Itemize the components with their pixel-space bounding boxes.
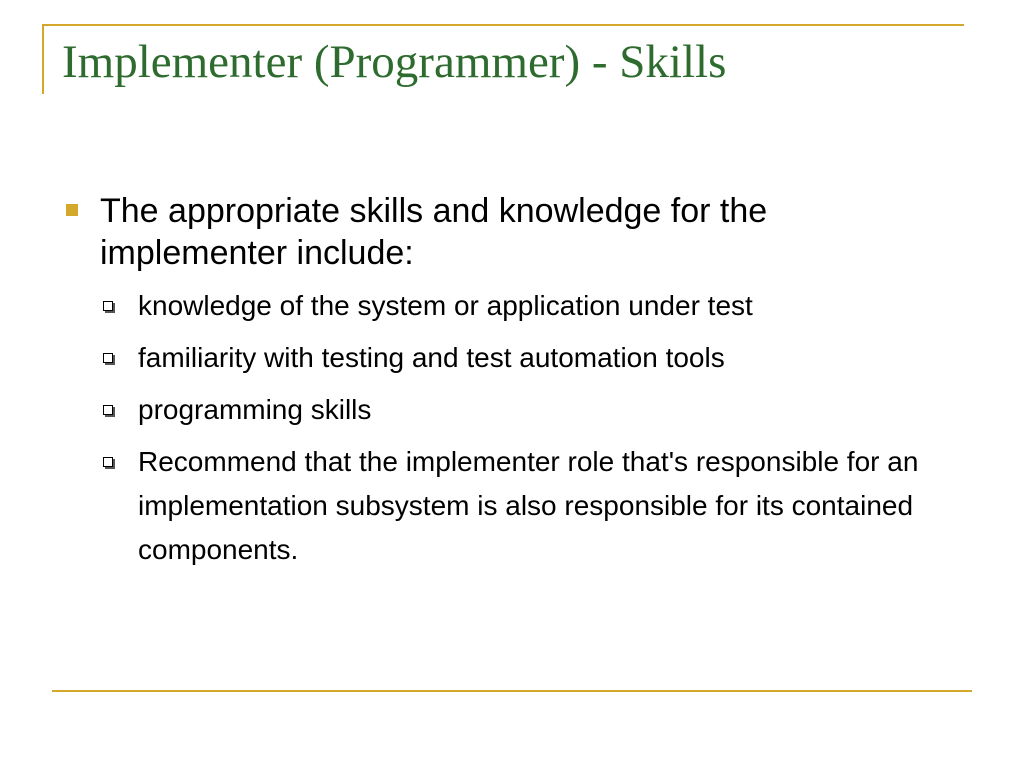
sub-bullet-text: familiarity with testing and test automation tools bbox=[138, 342, 725, 373]
sub-bullet-item bbox=[62, 336, 962, 380]
slide-content bbox=[62, 190, 962, 580]
sub-bullet-list bbox=[62, 284, 962, 572]
sub-bullet-item bbox=[62, 440, 962, 572]
square-bullet-icon bbox=[66, 204, 78, 216]
hollow-square-bullet-icon bbox=[103, 353, 113, 363]
main-bullet-text: The appropriate skills and knowledge for the implementer include: bbox=[100, 192, 768, 272]
frame-bottom-rule bbox=[52, 690, 972, 692]
hollow-square-bullet-icon bbox=[103, 457, 113, 467]
sub-bullet-item bbox=[62, 284, 962, 328]
main-bullet-item bbox=[62, 190, 962, 274]
sub-bullet-item bbox=[62, 388, 962, 432]
slide-title: Implementer (Programmer) - Skills bbox=[62, 36, 727, 88]
sub-bullet-text: programming skills bbox=[138, 394, 372, 425]
sub-bullet-text: Recommend that the implementer role that's responsible for an implementation subsystem is also responsible for its contained components. bbox=[138, 446, 919, 565]
frame-top-rule bbox=[42, 24, 964, 26]
sub-bullet-text: knowledge of the system or application under test bbox=[138, 290, 753, 321]
frame-left-rule bbox=[42, 24, 44, 94]
hollow-square-bullet-icon bbox=[103, 405, 113, 415]
hollow-square-bullet-icon bbox=[103, 301, 113, 311]
